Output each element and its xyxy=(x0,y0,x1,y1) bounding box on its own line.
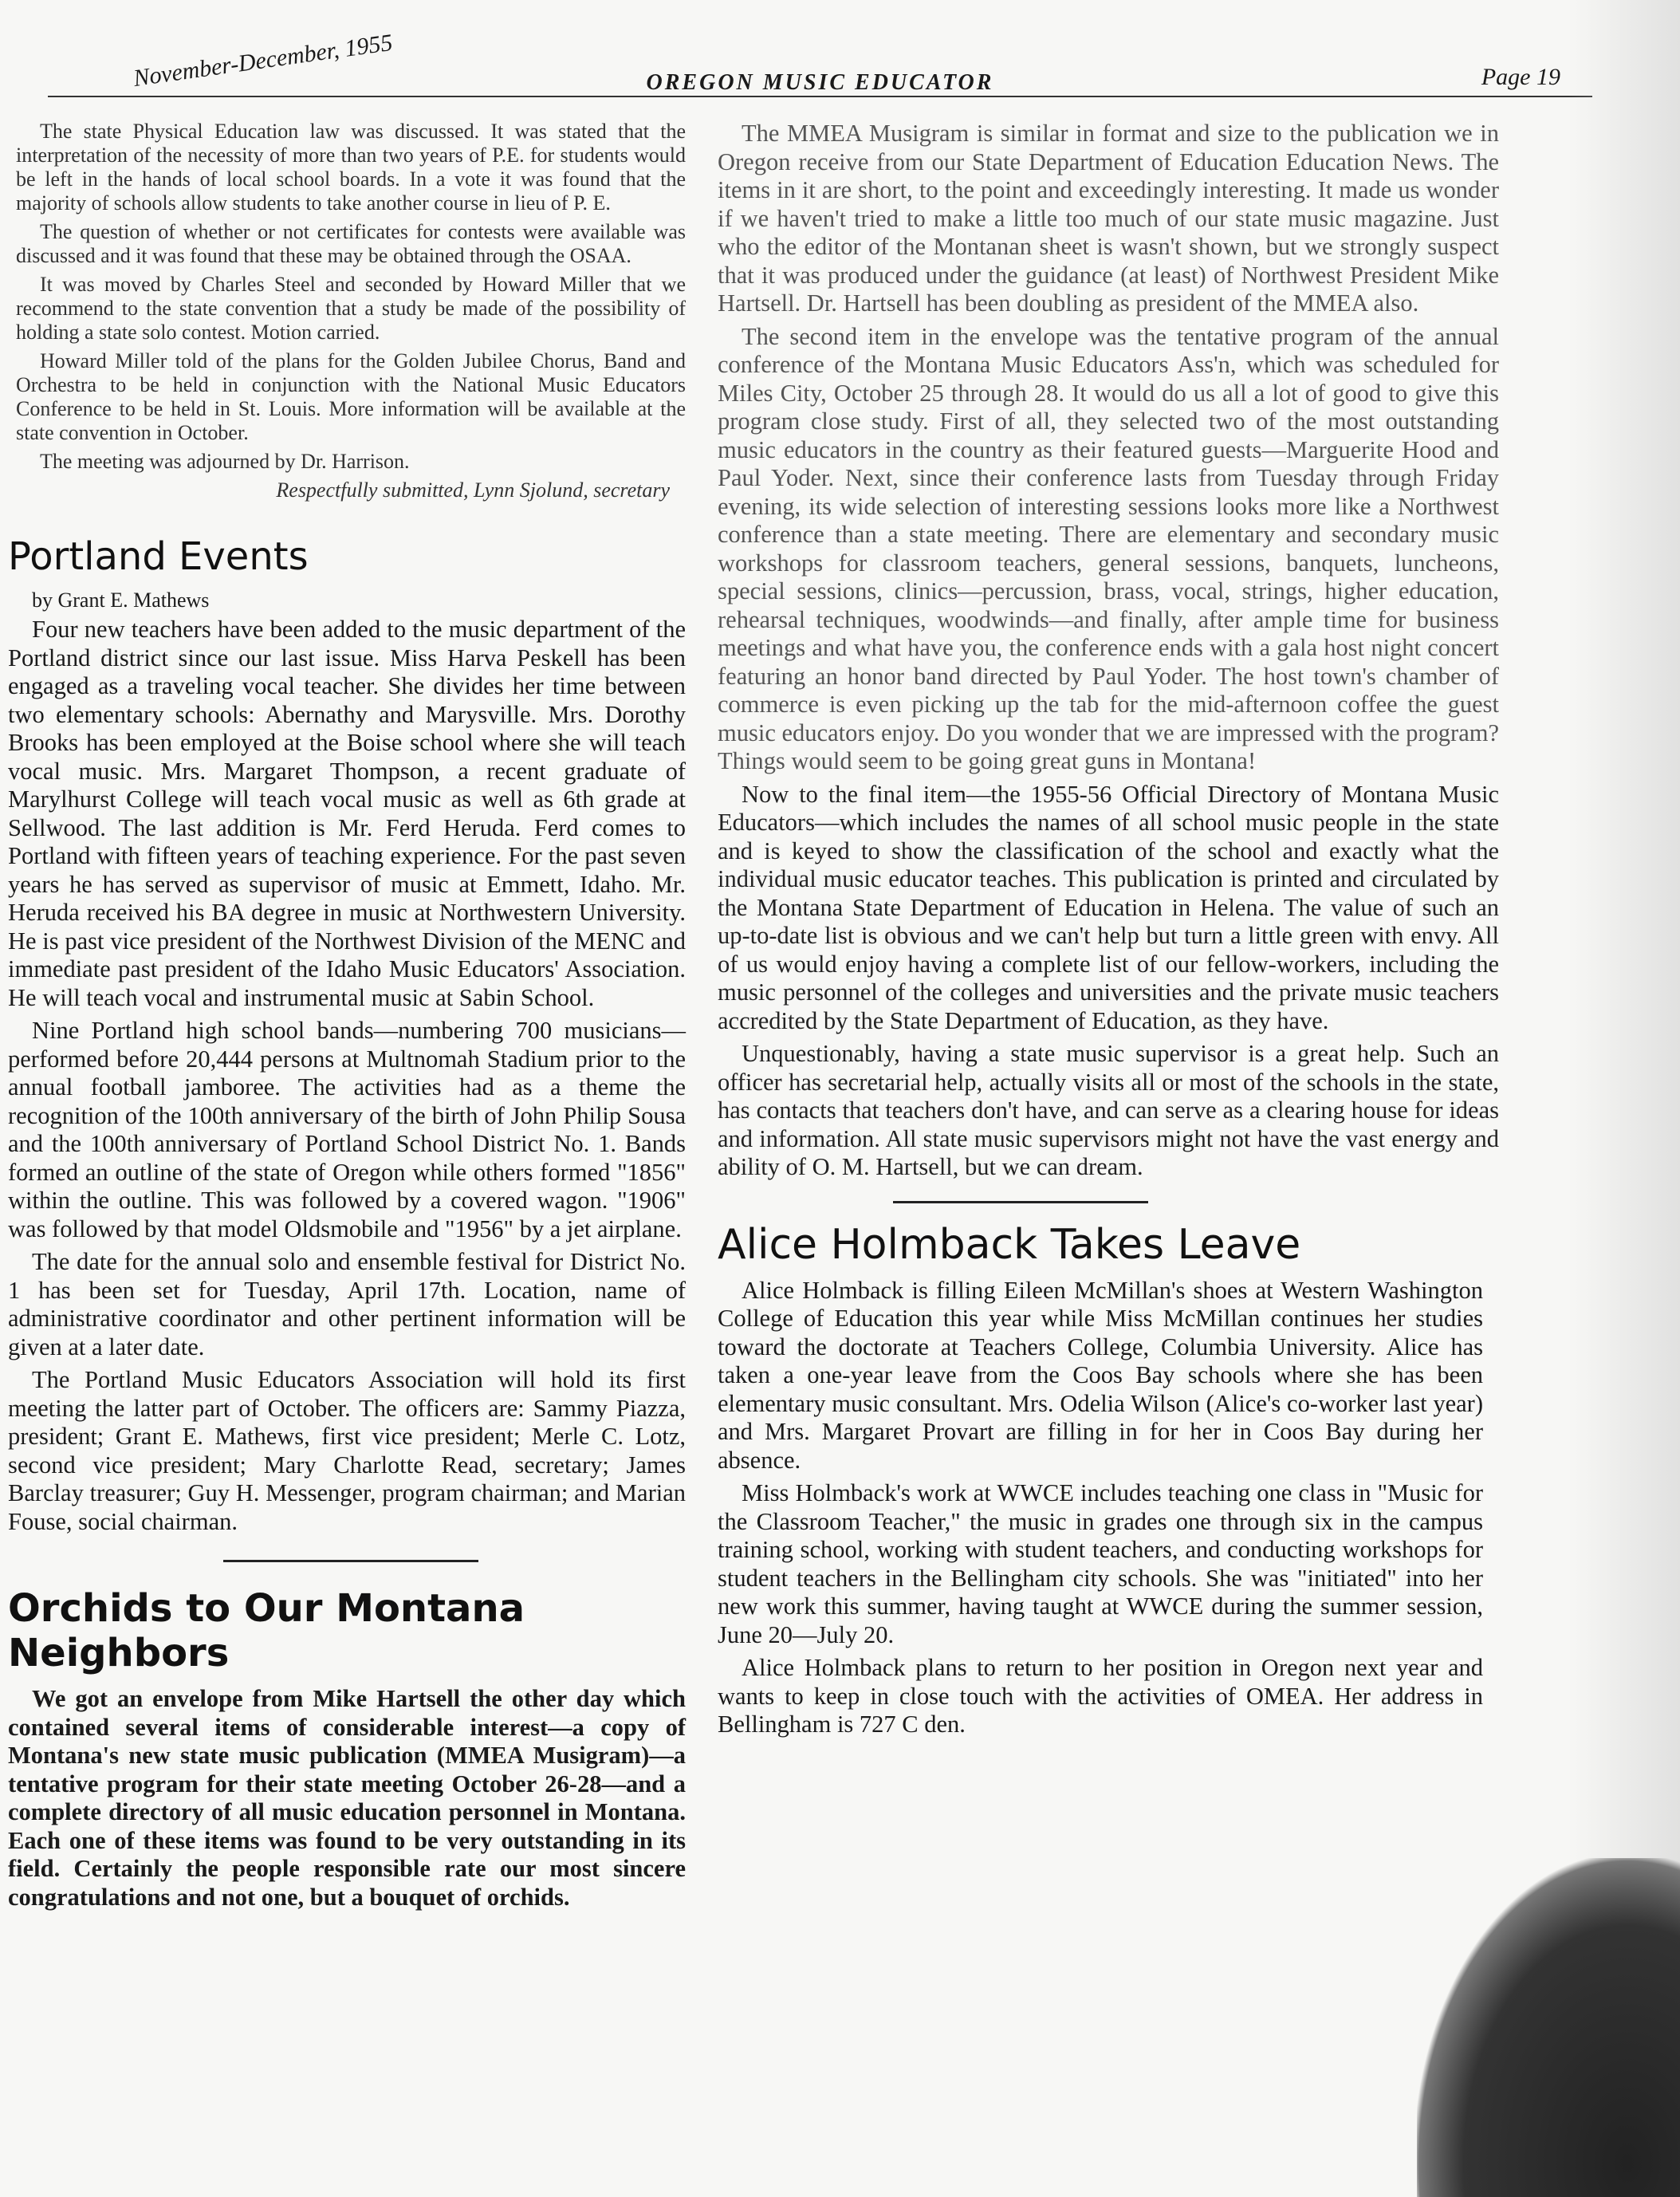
meeting-minutes xyxy=(0,120,702,502)
minutes-paragraph: The state Physical Education law was discussed. It was stated that the interpretation of the necessity of more than two years of P.E. for students would be left in the hands of local school boards. In a vote it was found that the majority of schools allow students to take another course in lieu of P. E. xyxy=(16,120,686,215)
orchids-continued xyxy=(702,120,1531,1182)
left-column xyxy=(0,120,702,1916)
portland-article xyxy=(0,534,702,1536)
running-head xyxy=(48,29,1592,97)
minutes-paragraph: It was moved by Charles Steel and seconded by Howard Miller that we recommend to the state convention that a study be made of the possibility of holding a state solo contest. Motion carried. xyxy=(16,273,686,344)
portland-paragraph: The Portland Music Educators Association will hold its first meeting the latter part of October. The officers are: Sammy Piazza, president; Grant E. Mathews, first vice president; Merle C. Lotz, second vice president; Mary Charlotte Read, secretary; James Barclay treasurer; Guy H. Messenger, program chairman; and Marian Fouse, social chairman. xyxy=(8,1366,686,1535)
section-divider xyxy=(223,1560,478,1562)
portland-paragraph: Nine Portland high school bands—numbering 700 musicians—performed before 20,444 persons at Multnomah Stadium prior to the annual football jamboree. The activities had as a theme the recognition of the 100th anniversary of the birth of John Philip Sousa and the 100th anniversary of Portland School District No. 1. Bands formed an outline of the state of Oregon while others formed "1856" within the outline. This was followed by a covered wagon. "1906" was followed by that model Oldsmobile and "1956" by a jet airplane. xyxy=(8,1017,686,1242)
holmback-paragraph: Miss Holmback's work at WWCE includes teaching one class in "Music for the Classroom Teacher," the music in grades one through six in the campus training school, working with student teachers, and conducting workshops for student teachers in the Bellingham city schools. She was "initiated" into her new work this summer, having taught at WWCE during the summer session, June 20—July 20. xyxy=(718,1479,1483,1648)
page-number: Page 19 xyxy=(1481,64,1560,90)
right-column xyxy=(702,120,1531,1744)
portland-headline: Portland Events xyxy=(8,534,309,579)
holmback-paragraph: Alice Holmback plans to return to her position in Oregon next year and wants to keep in close touch with the activities of OMEA. Her address in Bellingham is 727 C den. xyxy=(718,1654,1483,1738)
orchids-paragraph: We got an envelope from Mike Hartsell the other day which contained several items of considerable interest—a copy of Montana's new state music publication (MMEA Musigram)—a tentative program for their state meeting October 26-28—and a complete directory of all music education personnel in Montana. Each one of these items was found to be very outstanding in its field. Certainly the people responsible rate our most sincere congratulations and not one, but a bouquet of orchids. xyxy=(8,1685,686,1911)
minutes-paragraph: Howard Miller told of the plans for the Golden Jubilee Chorus, Band and Orchestra to be held in conjunction with the National Music Educators Conference to be held in St. Louis. More information will be available at the state convention in October. xyxy=(16,349,686,444)
minutes-signature: Respectfully submitted, Lynn Sjolund, secretary xyxy=(276,478,670,502)
publication-title: OREGON MUSIC EDUCATOR xyxy=(646,70,994,95)
portland-byline: by Grant E. Mathews xyxy=(32,589,210,612)
portland-paragraph: Four new teachers have been added to the music department of the Portland district since our last issue. Miss Harva Peskell has been engaged as a traveling vocal teacher. She divides her time between two elementary schools: Abernathy and Marysville. Mrs. Dorothy Brooks has been employed at the Boise school where she will teach vocal music. Mrs. Margaret Thompson, a recent graduate of Marylhurst College will teach vocal music as well as 6th grade at Sellwood. The last addition is Mr. Ferd Heruda. Ferd comes to Portland with fifteen years of teaching experience. For the past seven years he has served as supervisor of music at Emmett, Idaho. Mr. Heruda received his BA degree in music at Northwestern University. He is past vice president of the Northwest Division of the MENC and immediate past president of the Idaho Music Educators' Association. He will teach vocal and instrumental music at Sabin School. xyxy=(8,616,686,1011)
orchids-paragraph: The second item in the envelope was the tentative program of the annual conference of the Montana Music Educators Ass'n, which was scheduled for Miles City, October 25 through 28. It would do us all a lot of good to give this program close study. First of all, they selected two of the most outstanding music educators in the country as their featured guests—Marguerite Hood and Paul Yoder. Next, since their conference lasts from Tuesday through Friday evening, its wide selection of interesting sessions looks more like a Northwest conference than a state meeting. There are elementary and secondary music workshops for classroom teachers, general sessions, banquets, luncheons, special sessions, clinics—percussion, brass, vocal, strings, higher education, rehearsal techniques, woodwinds—and finally, after ample time for business meetings and what have you, the conference ends with a gala host night concert featuring an honor band directed by Paul Yoder. The host town's chamber of commerce is even picking up the tab for the mid-afternoon coffee the guest music educators enjoy. Do you wonder that we are impressed with the program? Things would seem to be going great guns in Montana! xyxy=(718,322,1499,774)
holmback-headline: Alice Holmback Takes Leave xyxy=(718,1220,1301,1269)
issue-date: November-December, 1955 xyxy=(132,29,395,93)
thumb-image xyxy=(1417,1858,1680,2197)
minutes-paragraph: The question of whether or not certificates for contests were available was discussed and it was found that these may be obtained through the OSAA. xyxy=(16,220,686,267)
holmback-paragraph: Alice Holmback is filling Eileen McMillan's shoes at Western Washington College of Education this year while Miss McMillan continues her studies toward the doctorate at Teachers College, Columbia University. Alice has taken a one-year leave from the Coos Bay schools where she has been elementary music consultant. Mrs. Odelia Wilson (Alice's co-worker last year) and Mrs. Margaret Provart are filling in for her in Coos Bay during her absence. xyxy=(718,1276,1483,1474)
orchids-paragraph: Unquestionably, having a state music supervisor is a great help. Such an officer has secretarial help, actually visits all or most of the schools in the state, has contacts that teachers don't have, and can serve as a clearing house for ideas and information. All state music supervisors might not have the vast energy and ability of O. M. Hartsell, but we can dream. xyxy=(718,1040,1499,1180)
minutes-paragraph: The meeting was adjourned by Dr. Harrison. xyxy=(40,450,410,473)
orchids-headline: Orchids to Our Montana Neighbors xyxy=(8,1586,525,1675)
portland-paragraph: The date for the annual solo and ensemble festival for District No. 1 has been set for Tuesday, April 17th. Location, name of administrative coordinator and other pertinent information will be given at a later date. xyxy=(8,1248,686,1360)
holmback-article xyxy=(702,1220,1531,1739)
orchids-paragraph: The MMEA Musigram is similar in format and size to the publication we in Oregon receive from our State Department of Education Education News. The items in it are short, to the point and exceedingly interesting. It made us wonder if we haven't tried to make a little too much of our state music magazine. Just who the editor of the Montanan sheet is wasn't shown, but we strongly suspect that it was produced under the guidance (at least) of Northwest President Mike Hartsell. Dr. Hartsell has been doubling as president of the MMEA also. xyxy=(718,120,1499,317)
section-divider xyxy=(893,1201,1148,1203)
orchids-article xyxy=(0,1586,702,1912)
orchids-paragraph: Now to the final item—the 1955-56 Official Directory of Montana Music Educators—which includes the names of all school music people in the state and is keyed to show the classification of the school and exactly what the individual music educator teaches. This publication is printed and circulated by the Montana State Department of Education in Helena. The value of such an up-to-date list is obvious and we can't help but turn a little green with envy. All of us would enjoy having a complete list of our fellow-workers, including the music personnel of the colleges and universities and the private music teachers accredited by the State Department of Education, as they have. xyxy=(718,780,1499,1034)
